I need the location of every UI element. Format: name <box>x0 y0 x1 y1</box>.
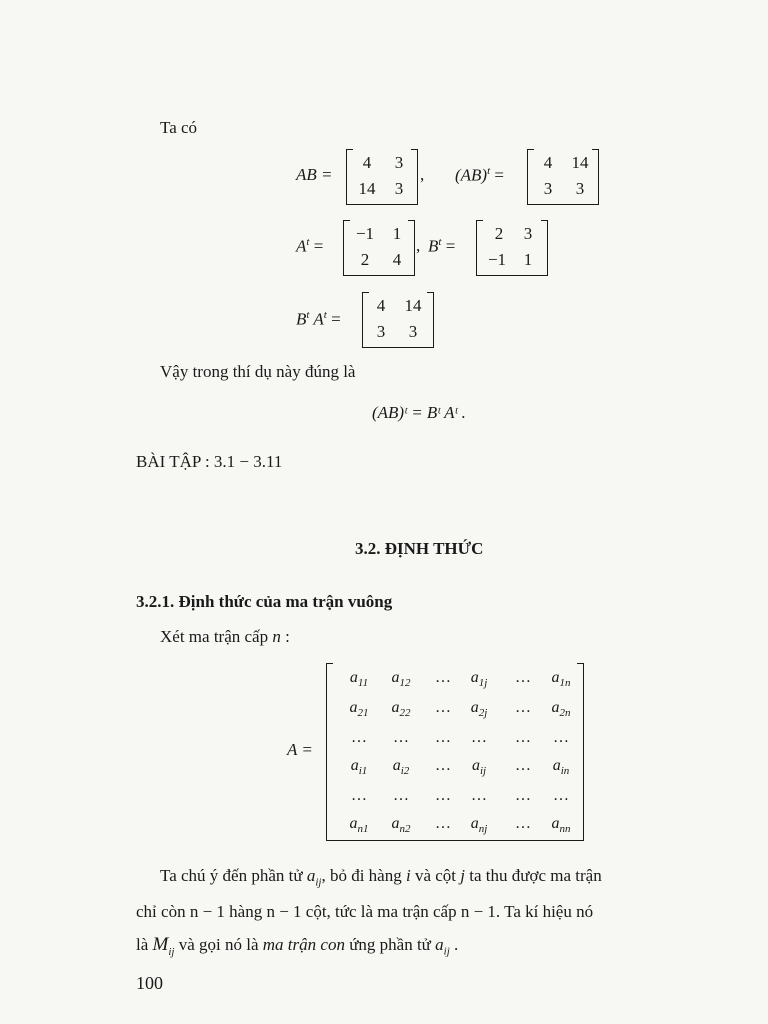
para1-d: ta thu được ma trận <box>469 866 602 885</box>
matrix-cell: 3 <box>543 179 553 198</box>
big-matrix-cell: $a_{2n}$ <box>551 699 571 720</box>
eq3-lhs-a: A <box>309 309 324 329</box>
eq2-lhs1-text: A <box>296 236 307 256</box>
big-matrix-cell: … <box>393 787 409 804</box>
matrix-cell: 3 <box>394 179 404 198</box>
para1-text: Ta chú ý đến phần tử <box>160 866 303 885</box>
matrix-cell: 3 <box>376 322 386 341</box>
conclusion-text: Vậy trong thí dụ này đúng là <box>160 362 356 381</box>
big-matrix-cell: … <box>553 729 569 746</box>
big-matrix-cell: … <box>515 729 531 746</box>
eq2-lhs1 <box>296 236 323 257</box>
consider-text: Xét ma trận cấp <box>160 627 269 646</box>
big-matrix-cell: $a_{1j}$ <box>470 669 488 690</box>
eq1-lhs2 <box>455 165 504 186</box>
eq3-lhs-eq: = <box>331 309 341 329</box>
var-j: j <box>460 866 466 885</box>
big-matrix-cell: $a_{nn}$ <box>551 815 571 836</box>
big-matrix-cell: … <box>553 787 569 804</box>
eq2-lhs2-sup: t <box>438 236 442 248</box>
intro-text: Ta có <box>160 118 198 137</box>
para3-c: ma trận con <box>262 935 345 954</box>
eq2-lhs2 <box>428 236 455 257</box>
paragraph-line-1 <box>160 866 602 888</box>
big-matrix-cell: $a_{i2}$ <box>392 757 410 778</box>
big-matrix-cell: $a_{1n}$ <box>551 669 571 690</box>
var-i: i <box>405 866 411 885</box>
consider-end: : <box>280 627 290 646</box>
comma: , <box>420 165 425 184</box>
big-matrix-cell: … <box>351 787 367 804</box>
matrix-cell: 14 <box>404 296 422 315</box>
big-matrix-label: A = <box>287 740 313 759</box>
para3-b: và gọi nó là <box>178 935 259 954</box>
big-matrix-cell: $a_{i1}$ <box>350 757 368 778</box>
exercises-line: BÀI TẬP : 3.1 − 3.11 <box>136 452 283 471</box>
matrix-cell: 2 <box>494 224 504 243</box>
big-matrix-cell: … <box>435 699 451 716</box>
eq2-lhs1-eq: = <box>313 236 324 256</box>
big-matrix-cell: $a_{12}$ <box>391 669 411 690</box>
eq1-lhs2-eq: = <box>494 165 504 185</box>
paragraph-line-3: là $M_{ij}$ và gọi nó là ma trận con ứng phần tử $a_{ij}$ . <box>136 934 459 958</box>
matrix-cell: 3 <box>575 179 585 198</box>
big-matrix-cell: … <box>435 669 451 686</box>
big-matrix-cell: … <box>435 815 451 832</box>
big-matrix-cell: … <box>435 757 451 774</box>
big-matrix-cell: $a_{nj}$ <box>470 815 488 836</box>
matrix-cell: 1 <box>392 224 402 243</box>
matrix-cell: 4 <box>376 296 386 315</box>
matrix-cell: −1 <box>487 250 507 269</box>
element-aij-2: $a_{ij}$ <box>435 935 450 958</box>
consider-var: n <box>272 627 281 646</box>
minor-mij: $M_{ij}$ <box>152 934 175 958</box>
comma: , <box>416 236 421 255</box>
big-matrix-cell: … <box>515 757 531 774</box>
big-matrix-cell: … <box>515 669 531 686</box>
big-matrix-cell: $a_{n1}$ <box>349 815 369 836</box>
big-matrix-cell: $a_{11}$ <box>349 669 369 690</box>
matrix-cell: 4 <box>362 153 372 172</box>
paragraph-line-2: chỉ còn n − 1 hàng n − 1 cột, tức là ma trận cấp n − 1. Ta kí hiệu nó <box>136 902 594 921</box>
big-matrix-cell: … <box>435 787 451 804</box>
big-matrix-cell: … <box>515 699 531 716</box>
section-title: 3.2. ĐỊNH THỨC <box>355 539 484 558</box>
big-matrix-cell: $a_{ij}$ <box>471 757 487 778</box>
matrix-cell: 4 <box>543 153 553 172</box>
para3-d: ứng phần tử <box>349 935 431 954</box>
para1-b: , bỏ đi hàng <box>321 866 402 885</box>
eq3-matrix <box>362 292 434 348</box>
big-matrix-cell: $a_{21}$ <box>349 699 369 720</box>
eq3-lhs <box>296 309 341 330</box>
matrix-cell: 14 <box>571 153 589 172</box>
eq2-matrix1 <box>343 220 415 276</box>
eq2-lhs1-sup: t <box>306 236 310 248</box>
eq2-matrix2 <box>476 220 548 276</box>
element-aij: $a_{ij}$ <box>306 866 322 889</box>
matrix-cell: 2 <box>360 250 370 269</box>
matrix-cell: 1 <box>523 250 533 269</box>
big-matrix-grid <box>333 663 579 841</box>
eq3-lhs-sup2: t <box>323 309 327 321</box>
eq2-lhs2-text: B <box>428 236 439 256</box>
big-matrix-cell: … <box>515 787 531 804</box>
eq3-lhs-sup1: t <box>306 309 310 321</box>
matrix-cell: 3 <box>408 322 418 341</box>
eq1-matrix2 <box>527 149 599 205</box>
eq3-lhs-b: B <box>296 309 307 329</box>
big-matrix-cell: … <box>435 729 451 746</box>
consider-line <box>160 627 290 647</box>
para1-c: và cột <box>414 866 457 885</box>
eq1-lhs2-text: (AB) <box>455 165 488 185</box>
big-matrix-cell: … <box>471 729 487 746</box>
big-matrix-cell: $a_{in}$ <box>552 757 570 778</box>
big-matrix-cell: … <box>515 815 531 832</box>
big-matrix-cell: … <box>351 729 367 746</box>
matrix-cell: −1 <box>355 224 375 243</box>
big-matrix-cell: $a_{22}$ <box>391 699 411 720</box>
matrix-cell: 3 <box>523 224 533 243</box>
page-number: 100 <box>136 973 163 993</box>
eq2-lhs2-eq: = <box>445 236 456 256</box>
big-matrix-cell: $a_{2j}$ <box>470 699 488 720</box>
big-matrix <box>326 663 584 841</box>
big-matrix-cell: … <box>393 729 409 746</box>
eq1-lhs2-sup: t <box>487 165 491 177</box>
big-matrix-cell: $a_{n2}$ <box>391 815 411 836</box>
subsection-title: 3.2.1. Định thức của ma trận vuông <box>136 592 393 611</box>
eq1-lhs1: AB = <box>296 165 333 184</box>
result-formula: (AB)ᵗ = Bᵗ Aᵗ . <box>372 403 466 422</box>
eq1-matrix1 <box>346 149 418 205</box>
para3-a: là <box>136 935 149 954</box>
big-matrix-cell: … <box>471 787 487 804</box>
matrix-cell: 4 <box>392 250 402 269</box>
matrix-cell: 3 <box>394 153 404 172</box>
matrix-cell: 14 <box>358 179 376 198</box>
